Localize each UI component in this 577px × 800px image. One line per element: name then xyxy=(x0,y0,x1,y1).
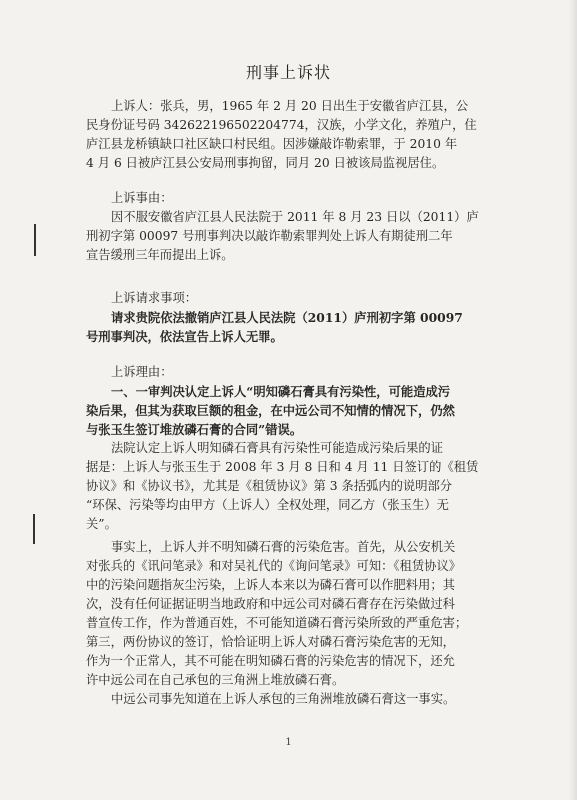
reason-para1-line: “环保、污染等均由甲方（上诉人）全权处理，同乙方（张玉生）无 xyxy=(86,498,449,512)
reason-point-line: 与张玉生签订堆放磷石膏的合同”错误。 xyxy=(86,422,303,437)
appeal-matter-line: 宣告缓刑三年而提出上诉。 xyxy=(86,248,234,262)
appellant-line: 4 月 6 日被庐江县公安局刑事拘留，同月 20 日被该局监视居住。 xyxy=(86,156,445,170)
reason-para2-line: 事实上，上诉人并不明知磷石膏的污染危害。首先，从公安机关 xyxy=(111,540,456,554)
appellant-line: 庐江县龙桥镇缺口社区缺口村民组。因涉嫌敲诈勒索罪，于 2010 年 xyxy=(86,137,458,151)
reason-para1-line: 法院认定上诉人明知磷石膏具有污染性可能造成污染后果的证 xyxy=(111,441,444,455)
reason-para2-line: 许中远公司在自己承包的三角洲上堆放磷石膏。 xyxy=(86,673,345,687)
appeal-request-line: 请求贵院依法撤销庐江县人民法院（2011）庐刑初字第 00097 xyxy=(111,310,463,325)
reason-para2-line: 第三，两份协议的签订，恰恰证明上诉人对磷石膏污染危害的无知， xyxy=(86,635,455,649)
page-number: 1 xyxy=(285,737,292,748)
appeal-matter-heading: 上诉事由： xyxy=(111,191,173,205)
reason-para2-line: 次，没有任何证据证明当地政府和中远公司对磷石膏存在污染做过科 xyxy=(86,597,455,611)
reason-point-line: 染后果，但其为获取巨额的租金，在中远公司不知情的情况下，仍然 xyxy=(86,403,455,418)
appeal-matter-line: 因不服安徽省庐江县人民法院于 2011 年 8 月 23 日以（2011）庐 xyxy=(111,210,479,224)
appeal-request-line: 号刑事判决，依法宣告上诉人无罪。 xyxy=(86,329,283,344)
reason-para1-line: 据是：上诉人与张玉生于 2008 年 3 月 8 日和 4 月 11 日签订的《租赁 xyxy=(86,460,479,474)
margin-mark xyxy=(34,224,36,256)
appellant-line: 民身份证号码 342622196502204774，汉族，小学文化，养殖户，住 xyxy=(86,118,477,132)
appeal-matter-line: 刑初字第 00097 号刑事判决以敲诈勒索罪判处上诉人有期徒刑二年 xyxy=(86,229,453,243)
reason-point-line: 一、一审判决认定上诉人“明知磷石膏具有污染性，可能造成污 xyxy=(111,384,451,399)
document-title: 刑事上诉状 xyxy=(245,63,331,82)
appeal-request-section xyxy=(86,289,504,346)
scan-edge-shadow xyxy=(569,0,577,800)
appellant-line: 上诉人：张兵，男，1965 年 2 月 20 日出生于安徽省庐江县，公 xyxy=(111,99,469,113)
appeal-matter-section xyxy=(86,189,504,265)
appellant-section xyxy=(86,97,504,173)
reason-para3-line: 中远公司事先知道在上诉人承包的三角洲堆放磷石膏这一事实。 xyxy=(111,692,456,706)
appeal-reasons-heading: 上诉理由： xyxy=(111,365,173,379)
reason-para2-line: 作为一个正常人，其不可能在明知磷石膏的污染危害的情况下，还允 xyxy=(86,654,455,668)
reason-para1-line: 协议》和《协议书》，尤其是《租赁协议》第 3 条括弧内的说明部分 xyxy=(86,479,453,493)
reason-para2-line: 对张兵的《讯问笔录》和对吴礼代的《询问笔录》可知：《租赁协议》 xyxy=(86,559,462,573)
reason-para2-line: 中的污染问题指灰尘污染，上诉人本来以为磷石膏可以作肥料用；其 xyxy=(86,578,455,592)
appeal-reasons-section xyxy=(86,363,504,709)
reason-para1-line: 关”。 xyxy=(86,517,117,531)
margin-mark xyxy=(33,514,35,544)
reason-para2-line: 普宣传工作，作为普通百姓，不可能知道磷石膏污染所致的严重危害； xyxy=(86,616,468,630)
appeal-request-heading: 上诉请求事项： xyxy=(111,291,198,305)
